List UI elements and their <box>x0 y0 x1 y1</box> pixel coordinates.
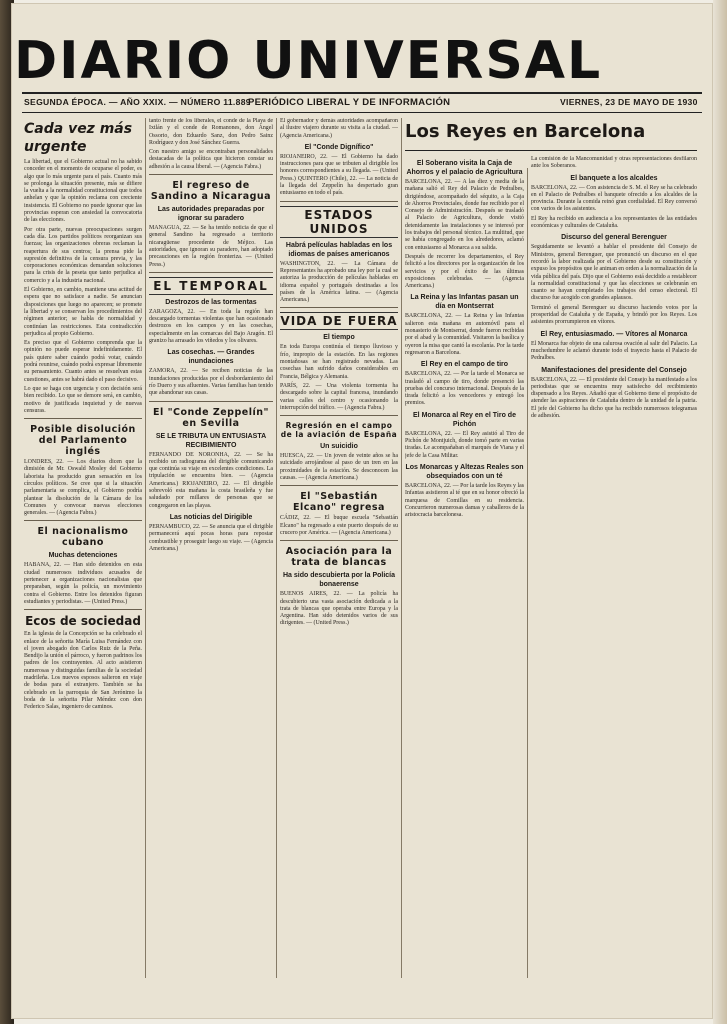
news-headline: VIDA DE FUERA <box>280 314 398 329</box>
column-3 <box>280 118 398 978</box>
news-text: BARCELONA, 22. — A las diez y media de la mañana salió el Rey del Palacio de Pedralbes, dirigiéndose, acompañado del séquito, a la Caja de Ahorros Provinciales, donde fue recibido por el Consejo de Administración. Después se trasladó al Palacio de Agricultura, donde visitó detenidamente las instalaciones y se interesó por los trabajos del personal técnico. La multitud, que se había congregado en los alrededores, aclamó con entusiasmo al Monarca a su salida. <box>405 179 524 251</box>
news-text: Terminó el general Berenguer su discurso haciendo votos por la prosperidad de Cataluña y de España, y brindó por los Reyes. Los asistentes prorrumpieron en vítores. <box>531 304 697 326</box>
news-subheadline: Destrozos de las tormentas <box>165 298 257 306</box>
news-subheadline: Muchas detenciones <box>48 552 118 560</box>
news-subheadline: El "Conde Dignífico" <box>304 143 374 151</box>
news-subheadline: Las autoridades preparadas por ignorar su paradero <box>157 206 265 223</box>
news-text: FERNANDO DE NORONHA, 22. — Se ha recibido un radiograma del dirigible comunicando que continúa su viaje en excelentes condiciones. La tripulación se encuentra bien. — (Agencia Americana.) RIOJANEIRO, 22. — El dirigible sobrevoló esta mañana la costa brasileña y fue saludado por millares de personas que se congregaron en las playas. <box>149 451 273 509</box>
news-subheadline: Un suicidio <box>320 443 358 451</box>
column-2 <box>149 118 273 978</box>
column-4 <box>405 156 524 978</box>
news-text: BARCELONA, 22. — El Rey asistió al Tiro de Pichón de Montjuich, donde tomó parte en varias tiradas. Le acompañaban el marqués de Viana y el jefe de la Casa Militar. <box>405 430 524 459</box>
news-text: El Monarca fue objeto de una calurosa ovación al salir del Palacio. La muchedumbre le aclamó durante todo el trayecto hasta el Palacio de Pedralbes. <box>531 340 697 362</box>
news-subheadline: Manifestaciones del presidente del Consejo <box>541 366 687 374</box>
news-headline: ESTADOS UNIDOS <box>280 206 398 238</box>
editorial-paragraph: La libertad, que el Gobierno actual no ha sabido conceder en el momento de ocuparse el poder, es algo que lo más urgente para el país. Cuanto más se prolonga la situación presente, más se difiere la vuelta a la normalidad constitucional que todos anhelan y que la opinión reclama con creciente insistencia. El Gobierno no puede ignorar que las provincias esperan con ansiedad la convocatoria de las elecciones. <box>24 159 142 224</box>
headline-rule <box>405 150 697 151</box>
editorial-headline: Cada vez más urgente <box>24 121 133 155</box>
news-headline: Regresión en el campo de la aviación de España <box>280 421 398 440</box>
news-subheadline: El Rey en el campo de tiro <box>420 361 509 369</box>
section-divider <box>280 485 398 486</box>
news-subheadline: La Reina y las Infantas pasan un día en Montserrat <box>410 294 519 311</box>
news-text: BUENOS AIRES, 22. — La policía ha descubierto una vasta asociación dedicada a la trata de blancas que operaba entre Europa y la Argentina. Han sido detenidos varios de sus dirigentes. — (United Press.) <box>280 591 398 627</box>
news-text: BARCELONA, 22. — Por la tarde el Monarca se trasladó al campo de tiro, donde presenció las pruebas del concurso internacional. Después de la tirada felicitó a los vencedores y entregó los premios. <box>405 371 524 407</box>
editorial-paragraph: El Gobierno, en cambio, mantiene una actitud de espera que no satisface a nadie. Se anuncian disposiciones que luego no aparecen; se promete la libertad y se conservan los procedimientos del régimen anterior; se habla de normalidad y continúan las restricciones. Esta contradicción perjudica al propio Gobierno. <box>24 287 142 337</box>
news-text: LONDRES, 22. — Los diarios dicen que la dimisión de Mr. Oswald Mosley del Gobierno laborista ha producido gran sensación en los círculos políticos. Se cree que si la situación parlamentaria se complica, el Gobierno podría plantear la disolución de la Cámara de los Comunes y convocar nuevas elecciones generales. — (Agencia Fabra.) <box>24 459 142 517</box>
news-text: WASHINGTON, 22. — La Cámara de Representantes ha aprobado una ley por la cual se autoriza la producción de películas habladas en idioma español y portugués destinadas a los países de la América latina. — (Agencia Americana.) <box>280 260 398 304</box>
news-text: Después de recorrer los departamentos, el Rey felicitó a los directores por la organización de los servicios y por el éxito de las últimas exposiciones celebradas. — (Agencia Americana.) <box>405 253 524 290</box>
news-headline: Posible disolución del Parlamento inglés <box>30 424 136 458</box>
news-headline: Asociación para la trata de blancas <box>285 546 393 569</box>
section-divider <box>280 307 398 308</box>
news-text: BARCELONA, 22. — El presidente del Consejo ha manifestado a los periodistas que se encuentra muy satisfecho del recibimiento dispensado a los Reyes. Añadió que el Gobierno tiene el propósito de atender las aspiraciones de Cataluña dentro de la unidad de la patria. El jefe del Gobierno ha dicho que ha recibido numerosos telegramas de adhesión. <box>531 376 697 420</box>
news-subheadline: El Rey, entusiasmado. — Vítores al Monarca <box>540 330 688 338</box>
news-headline: El "Sebastián Elcano" regresa <box>293 491 385 514</box>
masthead-rule-top <box>22 92 702 94</box>
column-separator <box>401 118 402 978</box>
news-headline: El "Conde Zeppelín" en Sevilla <box>153 406 269 429</box>
news-text: BARCELONA, 22. — Por la tarde los Reyes y las Infantas asistieron al té que en su honor ofreció la marquesa de Comillas en su residencia. Concurrieron numerosas damas y caballeros de la aristocracia barcelonesa. <box>405 482 524 519</box>
news-text: La comisión de la Mancomunidad y otras representaciones desfilaron ante los Soberanos. <box>531 156 697 170</box>
news-subheadline: Ha sido descubierta por la Policía bonaerense <box>282 572 396 589</box>
news-headline: EL TEMPORAL <box>149 277 273 295</box>
column-1 <box>24 118 142 978</box>
news-subheadline: Los Monarcas y Altezas Reales son obsequiados con un té <box>405 463 524 480</box>
news-text: HUESCA, 22. — Un joven de veinte años se ha suicidado arrojándose al paso de un tren en las proximidades de la estación. Se desconocen las causas. — (Agencia Americana.) <box>280 453 398 482</box>
column-separator <box>527 168 528 978</box>
editorial-paragraph: Lo que se haga con urgencia y con decisión será bien recibido. Lo que se demore será, en cambio, motivo de justificada inquietud y de nuevas censuras. <box>24 385 142 414</box>
news-subheadline: El Soberano visita la Caja de Ahorros y el palacio de Agricultura <box>406 160 523 176</box>
news-text: En la iglesia de la Concepción se ha celebrado el enlace de la señorita María Luisa Fernández con el joven abogado don Carlos Ruiz de la Peña. Bendijo la unión el párroco, y fueron padrinos los padres de los contrayentes. Al acto asistieron numerosas y distinguidas familias de la sociedad madrileña. Los nuevos esposos salieron en viaje de bodas para el extranjero. También se ha celebrado en la parroquia de San Jerónimo la boda de la señorita Pilar Méndez con don Federico Salas, ingeniero de caminos. <box>24 631 142 711</box>
section-divider <box>149 272 273 273</box>
news-text: ZAMORA, 22. — Se reciben noticias de las inundaciones producidas por el desbordamiento del río Duero y sus afluentes. Varias familias han tenido que abandonar sus casas. <box>149 368 273 397</box>
news-text: PERNAMBUCO, 22. — Se anuncia que el dirigible permanecerá aquí pocas horas para repostar combustible y proseguir luego su viaje. — (Agencia Americana.) <box>149 523 273 552</box>
page-right-edge <box>713 0 727 1024</box>
news-subheadline: El banquete a los alcaldes <box>570 174 658 182</box>
news-text: ZARAGOZA, 22. — En toda la región han descargado tormentas violentas que han ocasionado destrozos en los campos y en las cosechas, especialmente en las comarcas del Bajo Aragón. El granizo ha arrasado los viñedos y los olivares. <box>149 308 273 345</box>
section-divider <box>149 401 273 402</box>
news-headline: El nacionalismo cubano <box>37 526 129 549</box>
news-subheadline: Las cosechas. — Grandes inundaciones <box>167 349 255 366</box>
news-subheadline: Discurso del general Berenguer <box>561 234 667 242</box>
news-subheadline: El Monarca al Rey en el Tiro de Pichón <box>413 411 516 428</box>
news-text: HABANA, 22. — Han sido detenidos en esta ciudad numerosos individuos acusados de pertenecer a organizaciones nacionalistas que preparaban, según la policía, un movimiento contra el Gobierno. Entre los detenidos figuran estudiantes y periodistas. — (United Press.) <box>24 562 142 605</box>
news-text: El gobernador y demás autoridades acompañaron al ilustre viajero durante su visita a la ciudad. — (Agencia Americana.) <box>280 118 398 139</box>
news-headline: Ecos de sociedad <box>25 614 141 629</box>
masthead-subtitle: PERIÓDICO LIBERAL Y DE INFORMACIÓN <box>248 97 451 108</box>
news-text: En toda Europa continúa el tiempo lluvioso y frío, impropio de la estación. En las regiones montañosas se han registrado nevadas. Las cosechas han sufrido daños considerables en Francia, Bélgica y Alemania. <box>280 344 398 380</box>
news-text: Con nuestro amigo se encontraban personalidades destacadas de la política que hicieron constar su adhesión a la causa liberal. — (Agencia Fabra.) <box>149 149 273 170</box>
edition-line: SEGUNDA ÉPOCA. — AÑO XXIX. — NÚMERO 11.889 <box>24 97 251 107</box>
news-text: CÁDIZ, 22. — El buque escuela "Sebastián Elcano" ha regresado a este puerto después de su crucero por América. — (Agencia Americana.) <box>280 515 398 536</box>
masthead-title: DIARIO UNIVERSAL <box>14 31 603 91</box>
news-subheadline: El tiempo <box>323 334 355 342</box>
news-text: BARCELONA, 22. — La Reina y las Infantas salieron esta mañana en automóvil para el monasterio de Montserrat, donde fueron recibidas por el abad y la comunidad. Visitaron la basílica y oyeron la misa que cantó la escolanía. Por la tarde regresaron a Barcelona. <box>405 313 524 356</box>
column-5 <box>531 156 697 978</box>
section-divider <box>280 201 398 202</box>
date-line: VIERNES, 23 DE MAYO DE 1930 <box>560 97 698 107</box>
news-text: El Rey ha recibido en audiencia a los representantes de las entidades económicas y culturales de Cataluña. <box>531 215 697 230</box>
masthead-rule-bottom <box>22 112 702 113</box>
column-separator <box>145 118 146 978</box>
column-separator <box>276 118 277 978</box>
section-divider <box>280 540 398 541</box>
news-subheadline: Las noticias del Dirigible <box>169 513 253 521</box>
royal-visit-headline: Los Reyes en Barcelona <box>405 121 646 142</box>
editorial-paragraph: Por otra parte, nuevas preocupaciones surgen cada día. Los partidos políticos reorganizan sus fuerzas; las organizaciones obreras reclaman la reapertura de sus centros; la prensa pide la supresión definitiva de la censura previa, y las corporaciones económicas demandan soluciones para la crisis de la peseta que tanto perjudica al comercio y a la industria nacional. <box>24 226 142 284</box>
news-text: Seguidamente se levantó a hablar el presidente del Consejo de Ministros, general Berenguer, que pronunció un discurso en el que recordó la labor realizada por el Gobierno desde su constitución y expuso los propósitos que le animan en orden a la normalización de la vida pública del país. Dijo que el Gobierno está decidido a restablecer la normalidad constitucional y que las elecciones se celebrarán en cuanto se hayan completado los trabajos del censo electoral. El discurso fue acogido con grandes aplausos. <box>531 244 697 302</box>
section-divider <box>149 174 273 175</box>
news-text: tanto frente de los liberales, el conde de la Playa de Ixtlán y el conde de Romanones, don Ángel Ossorio, don Eduardo Sanz, don Pedro Sainz Rodríguez y don José Sánchez Guerra. <box>149 118 273 146</box>
section-divider <box>280 415 398 416</box>
section-divider <box>24 520 142 521</box>
section-divider <box>24 609 142 610</box>
news-headline: El regreso de Sandino a Nicaragua <box>150 180 272 203</box>
news-subheadline: Habrá películas habladas en los idiomas de países americanos <box>285 241 393 258</box>
news-text: BARCELONA, 22. — Con asistencia de S. M. el Rey se ha celebrado en el Palacio de Pedralbes el banquete ofrecido a los alcaldes de la provincia. Durante la comida reinó gran cordialidad. El Rey conversó con varios de los asistentes. <box>531 184 697 213</box>
news-subheadline: SE LE TRIBUTA UN ENTUSIASTA RECIBIMIENTO <box>155 432 267 449</box>
news-text: PARÍS, 22. — Una violenta tormenta ha descargado sobre la capital francesa, inundando varias calles del centro y ocasionando la interrupción del tráfico. — (Agencia Fabra.) <box>280 382 398 411</box>
royal-visit-headline-block <box>405 118 697 158</box>
section-divider <box>24 418 142 419</box>
news-text: MANAGUA, 22. — Se ha tenido noticia de que el general Sandino ha regresado a territorio nicaragüense procedente de Méjico. Las autoridades, que ignoran su paradero, han adoptado precauciones en la región fronteriza. — (United Press.) <box>149 225 273 268</box>
editorial-paragraph: Es preciso que el Gobierno comprenda que la opinión no puede esperar indefinidamente. El país quiere saber cuándo podrá votar, cuándo podrá reunirse, cuándo podrá expresar libremente su pensamiento. Cuanto antes se resuelvan estas cuestiones, antes se habrá dado el paso decisivo. <box>24 340 142 383</box>
news-text: RIOJANEIRO, 22. — El Gobierno ha dado instrucciones para que se tributen al dirigible los honores correspondientes a su llegada. — (United Press.) QUINTERO (Chile), 22. — La noticia de la llegada del Zeppelín ha despertado gran entusiasmo en todo el país. <box>280 153 398 197</box>
